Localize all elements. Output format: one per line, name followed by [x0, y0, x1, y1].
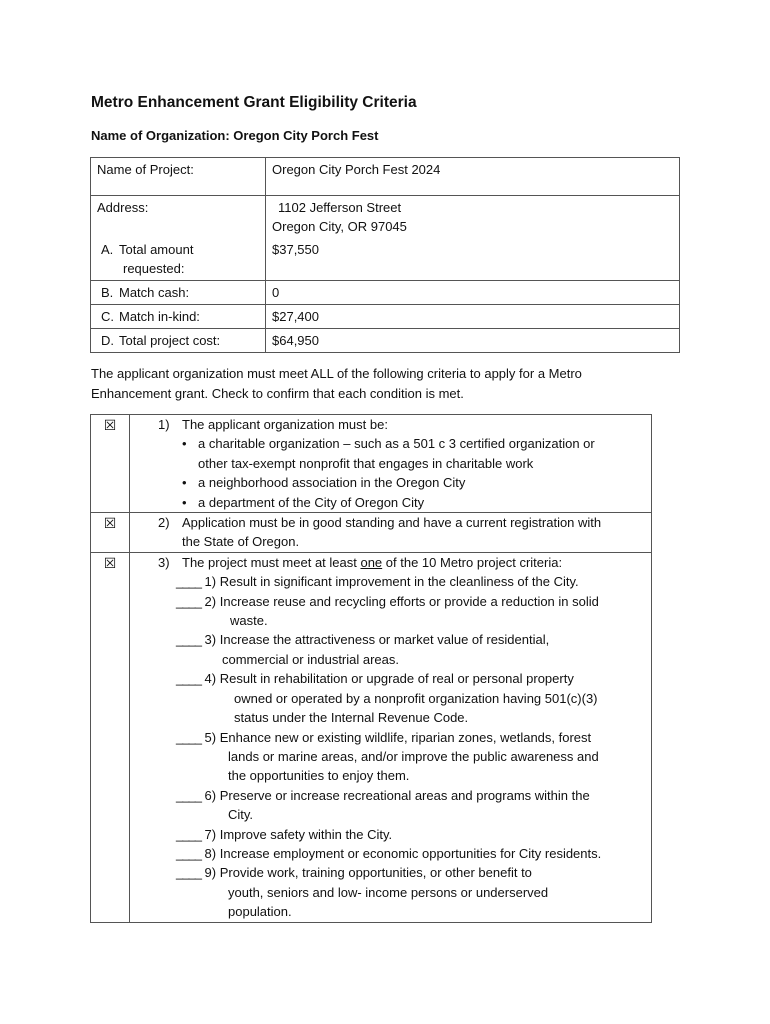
list-item	[158, 493, 645, 512]
check-blank[interactable]: ____	[176, 845, 201, 861]
criterion-3-checkbox[interactable]: ☒	[91, 552, 130, 922]
row-label-cont: requested:	[123, 261, 185, 276]
address-line-1: 1102 Jefferson Street	[278, 200, 402, 215]
sub-text-cont: status under the Internal Revenue Code.	[234, 710, 469, 726]
sub-number: 4)	[204, 671, 217, 687]
sub-number: 1)	[204, 574, 217, 590]
row-b-label	[91, 281, 266, 305]
criterion-text-emphasis: one	[360, 554, 383, 570]
row-letter: A.	[101, 242, 114, 257]
row-a-label	[91, 238, 266, 281]
criteria-table	[90, 414, 652, 923]
row-d-label	[91, 329, 266, 353]
address-value	[266, 196, 680, 239]
sub-text-cont: commercial or industrial areas.	[222, 651, 400, 667]
sub-text-cont: lands or marine areas, and/or improve the public awareness and	[228, 748, 599, 764]
sub-criterion-7	[158, 825, 645, 844]
criterion-text: The project must meet at least	[182, 554, 361, 570]
bullet-icon: •	[182, 475, 187, 491]
address-label: Address:	[91, 196, 266, 239]
sub-text-cont: City.	[228, 807, 254, 823]
sub-number: 7)	[204, 826, 217, 842]
project-label: Name of Project:	[91, 158, 266, 196]
organization-line: Name of Organization: Oregon City Porch Fest	[91, 128, 379, 143]
criterion-text-cont: the State of Oregon.	[182, 534, 300, 550]
table-row	[91, 305, 680, 329]
row-letter: B.	[101, 285, 114, 300]
sub-text: Improve safety within the City.	[219, 826, 393, 842]
criterion-text: The applicant organization must be:	[182, 417, 388, 432]
check-blank[interactable]: ____	[176, 593, 201, 609]
row-label: Total amount	[119, 242, 194, 257]
row-c-value: $27,400	[266, 305, 680, 329]
row-a-value: $37,550	[266, 238, 680, 281]
sub-text: Enhance new or existing wildlife, riparian zones, wetlands, forest	[219, 729, 592, 745]
sub-criterion-3	[158, 630, 645, 649]
sub-text: Provide work, training opportunities, or other benefit to	[219, 865, 532, 881]
table-row	[91, 238, 680, 281]
table-row	[91, 158, 680, 196]
row-letter: D.	[101, 333, 114, 348]
criterion-1	[130, 415, 652, 513]
criterion-number: 1)	[158, 417, 170, 432]
sub-criterion-1	[158, 572, 645, 591]
intro-paragraph: The applicant organization must meet ALL of the following criteria to apply for a Metro Enhancement grant. Check to confirm that each condition is met.	[91, 366, 582, 401]
check-blank[interactable]: ____	[176, 632, 201, 648]
sub-criterion-9	[158, 863, 645, 882]
row-letter: C.	[101, 309, 114, 324]
list-item	[158, 473, 645, 492]
bullet-text: a charitable organization – such as a 501 c 3 certified organization or	[198, 436, 595, 452]
bullet-text: a department of the City of Oregon City	[198, 494, 425, 510]
sub-criterion-2	[158, 592, 645, 611]
project-value: Oregon City Porch Fest 2024	[266, 158, 680, 196]
table-row	[91, 513, 652, 553]
project-info-table	[90, 157, 680, 353]
sub-text: Increase employment or economic opportunities for City residents.	[219, 845, 602, 861]
row-label: Match cash:	[119, 285, 190, 300]
table-row	[91, 281, 680, 305]
page-title: Metro Enhancement Grant Eligibility Criteria	[91, 94, 417, 111]
row-d-value: $64,950	[266, 329, 680, 353]
bullet-icon: •	[182, 436, 187, 452]
table-row	[91, 552, 652, 922]
row-b-value: 0	[266, 281, 680, 305]
sub-text-cont: population.	[228, 904, 292, 920]
check-blank[interactable]: ____	[176, 574, 201, 590]
list-item	[158, 434, 645, 453]
sub-text: Preserve or increase recreational areas and programs within the	[219, 787, 590, 803]
sub-criterion-4	[158, 669, 645, 688]
table-row	[91, 196, 680, 239]
check-blank[interactable]: ____	[176, 729, 201, 745]
sub-criterion-8	[158, 844, 645, 863]
sub-text: Result in rehabilitation or upgrade of real or personal property	[219, 671, 574, 687]
criterion-2-checkbox[interactable]: ☒	[91, 513, 130, 553]
check-blank[interactable]: ____	[176, 671, 201, 687]
list-item-cont: other tax-exempt nonprofit that engages in charitable work	[198, 455, 534, 471]
criterion-text: Application must be in good standing and have a current registration with	[182, 515, 602, 531]
row-label: Total project cost:	[119, 333, 221, 348]
criterion-number: 3)	[158, 554, 170, 570]
sub-number: 8)	[204, 845, 217, 861]
bullet-text: a neighborhood association in the Oregon City	[198, 475, 466, 491]
sub-text: Increase the attractiveness or market value of residential,	[219, 632, 550, 648]
criterion-number: 2)	[158, 515, 170, 531]
criterion-text-end: of the 10 Metro project criteria:	[382, 554, 563, 570]
sub-criterion-5	[158, 728, 645, 747]
check-blank[interactable]: ____	[176, 865, 201, 881]
sub-text-cont: youth, seniors and low- income persons or underserved	[228, 884, 549, 900]
sub-criterion-6	[158, 786, 645, 805]
check-blank[interactable]: ____	[176, 826, 201, 842]
table-row	[91, 415, 652, 513]
check-blank[interactable]: ____	[176, 787, 201, 803]
address-line-2: Oregon City, OR 97045	[272, 219, 407, 234]
sub-number: 2)	[204, 593, 217, 609]
table-row	[91, 329, 680, 353]
criterion-3	[130, 552, 652, 922]
sub-number: 3)	[204, 632, 217, 648]
sub-number: 6)	[204, 787, 217, 803]
sub-number: 9)	[204, 865, 217, 881]
row-c-label	[91, 305, 266, 329]
sub-text-cont: owned or operated by a nonprofit organization having 501(c)(3)	[234, 690, 598, 706]
criterion-2	[130, 513, 652, 553]
criterion-1-checkbox[interactable]: ☒	[91, 415, 130, 513]
sub-text: Result in significant improvement in the cleanliness of the City.	[219, 574, 579, 590]
sub-text-cont: waste.	[230, 613, 268, 629]
sub-number: 5)	[204, 729, 217, 745]
sub-text: Increase reuse and recycling efforts or provide a reduction in solid	[219, 593, 599, 609]
sub-text-cont: the opportunities to enjoy them.	[228, 768, 410, 784]
bullet-icon: •	[182, 494, 187, 510]
row-label: Match in-kind:	[119, 309, 200, 324]
